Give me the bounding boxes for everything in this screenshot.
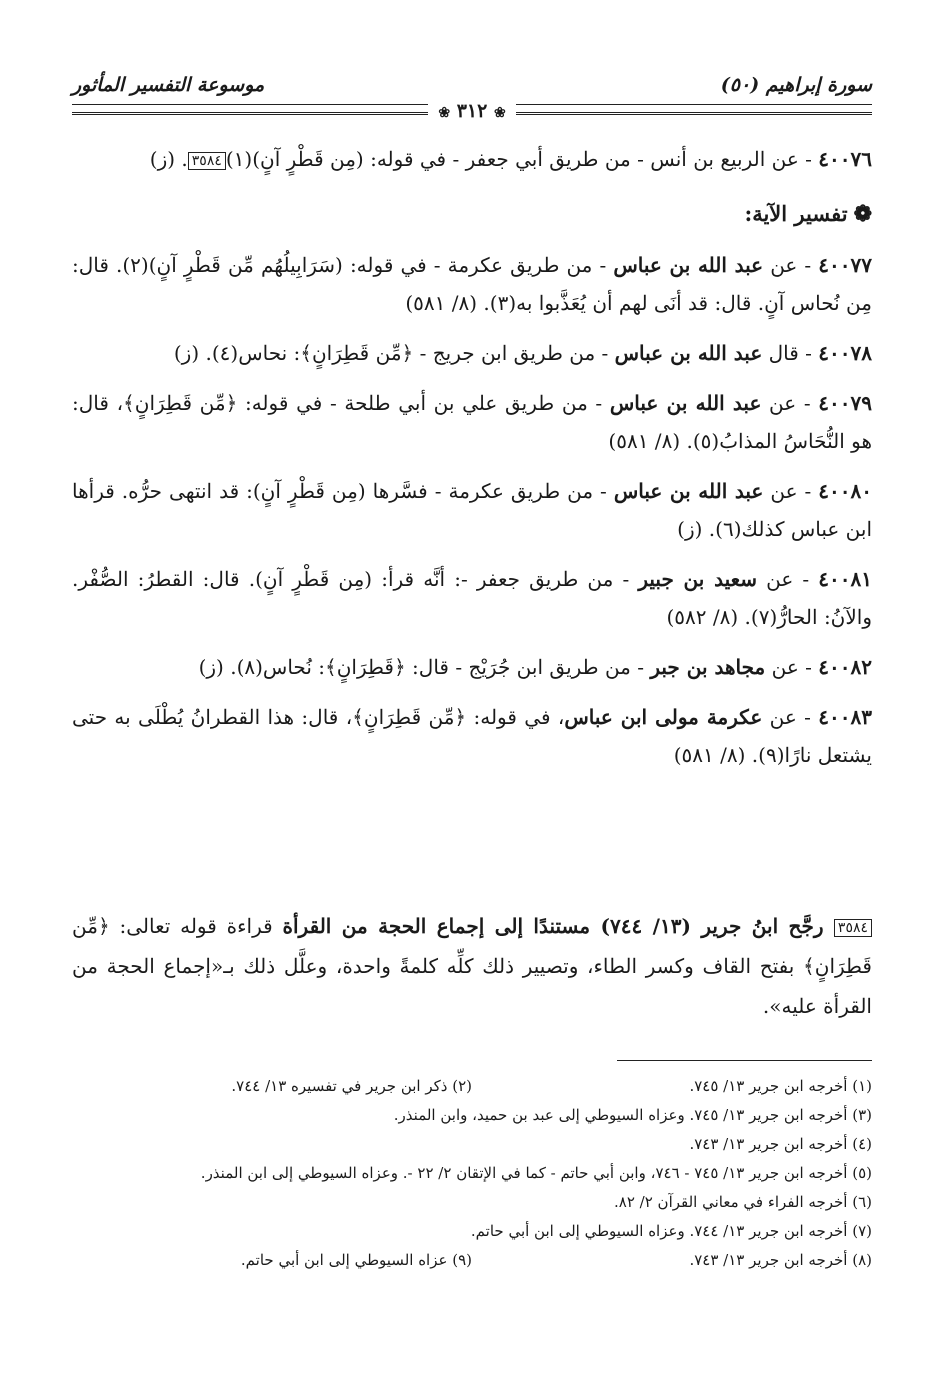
header-double-rule-left xyxy=(72,112,428,115)
narration-entry xyxy=(72,560,872,636)
footnote: (٥) أخرجه ابن جرير ١٣/ ٧٤٥ - ٧٤٦، وابن أبي حاتم - كما في الإتقان ٢/ ٢٢ -. وعزاه السيوطي إلى ابن المنذر. xyxy=(200,1164,872,1182)
entry-number: ٤٠٠٧٧ xyxy=(818,253,872,277)
entry-number: ٤٠٠٧٩ xyxy=(818,391,872,415)
footnote-row xyxy=(72,1159,872,1188)
entry-prefix: - عن xyxy=(765,655,819,679)
section-heading-text: تفسير الآية: xyxy=(744,201,848,226)
entry-number: ٤٠٠٨٠ xyxy=(818,479,872,503)
ornament-icon: ❀ xyxy=(493,105,506,121)
footnote-separator xyxy=(617,1060,872,1061)
scholar-note-number: ٣٥٨٤ xyxy=(834,919,872,937)
narration-entry xyxy=(72,334,872,372)
narrator-name: سعيد بن جبير xyxy=(638,567,758,591)
footnote: (٤) أخرجه ابن جرير ١٣/ ٧٤٣. xyxy=(689,1135,872,1153)
entry-number: ٤٠٠٧٦ xyxy=(818,147,872,171)
narration-entry xyxy=(72,648,872,686)
header-book-title: موسوعة التفسير المأثور xyxy=(72,74,265,96)
ornament-icon: ❀ xyxy=(438,105,451,121)
header-page-number-band xyxy=(72,100,872,122)
narration-entry xyxy=(72,140,872,178)
entry-prefix: - عن xyxy=(763,479,819,503)
entry-prefix: - عن xyxy=(761,391,819,415)
entry-number: ٤٠٠٨٢ xyxy=(818,655,872,679)
narration-entry xyxy=(72,384,872,460)
flower-ornament-icon: ❁ xyxy=(853,201,872,227)
footnote: (٢) ذكر ابن جرير في تفسيره ١٣/ ٧٤٤. xyxy=(231,1077,472,1095)
footnote-row xyxy=(72,1217,872,1246)
entry-text: - من طريق عكرمة - فسَّرها (مِن قَطْرٍ آنٍ): قد انتهى حرُّه. قرأها ابن عباس كذلك(٦). (ز) xyxy=(72,479,872,541)
scholar-note-reference: ٣٥٨٤ xyxy=(188,152,226,170)
footnote: (٦) أخرجه الفراء في معاني القرآن ٢/ ٨٢. xyxy=(613,1193,872,1211)
scholar-commentary xyxy=(72,906,872,1026)
footnote-row xyxy=(72,1072,872,1101)
narrator-name: عبد الله بن عباس xyxy=(614,341,763,365)
entry-tail: . (ز) xyxy=(149,147,188,171)
footnote-row xyxy=(72,1130,872,1159)
entry-text: - من طريق عكرمة - في قوله: (سَرَابِيلُهُم مِّن قَطْرٍ آنٍ)(٢). قال: مِن نُحاس آنٍ. قال: قد أنَى لهم أن يُعَذَّبوا به(٣). (٨/ ٥٨١) xyxy=(72,253,872,315)
entry-prefix: - عن xyxy=(763,253,819,277)
footnote-row xyxy=(72,1101,872,1130)
page-number-value: ٣١٢ xyxy=(456,100,488,122)
narrator-name: مجاهد بن جبر xyxy=(650,655,766,679)
scholar-note-bold: رجَّح ابنُ جرير (١٣/ ٧٤٤) مستندًا إلى إجماع الحجة من القرأة xyxy=(282,914,834,938)
footnote: (٣) أخرجه ابن جرير ١٣/ ٧٤٥. وعزاه السيوطي إلى عبد بن حميد، وابن المنذر. xyxy=(393,1106,872,1124)
section-heading xyxy=(72,196,872,232)
page-number xyxy=(428,100,515,122)
book-page xyxy=(72,60,873,1269)
footnote: (٨) أخرجه ابن جرير ١٣/ ٧٤٣. xyxy=(689,1251,872,1269)
entry-number: ٤٠٠٨٣ xyxy=(818,705,872,729)
page-header xyxy=(72,60,872,122)
entry-number: ٤٠٠٨١ xyxy=(818,567,873,591)
entry-text: - من طريق جعفر -: أنَّه قرأ: (مِن قَطْرٍ آنٍ). قال: القطرُ: الصُّفْر. والآنُ: الحارُّ(٧). (٨/ ٥٨٢) xyxy=(72,567,872,629)
entry-text: - من طريق ابن جريج - ﴿مِّن قَطِرَانٍ﴾: نحاس(٤). (ز) xyxy=(173,341,615,365)
narrator-name: عبد الله بن عباس xyxy=(613,479,764,503)
entry-text: - من طريق ابن جُرَيْج - قال: ﴿قَطِرَانٍ﴾: نُحاس(٨). (ز) xyxy=(198,655,651,679)
footnote: (١) أخرجه ابن جرير ١٣/ ٧٤٥. xyxy=(689,1077,872,1095)
narrator-name: عكرمة مولى ابن عباس xyxy=(564,705,763,729)
entry-number: ٤٠٠٧٨ xyxy=(818,341,872,365)
entry-prefix: - قال xyxy=(762,341,819,365)
narrator-name: عبد الله بن عباس xyxy=(613,253,764,277)
entry-prefix: - عن xyxy=(757,567,819,591)
entry-text: - عن الربيع بن أنس - من طريق أبي جعفر - في قوله: (مِن قَطْرٍ آنٍ)(١) xyxy=(225,147,819,171)
header-surah-title: سورة إبراهيم (٥٠) xyxy=(720,74,872,96)
narration-entry xyxy=(72,698,872,774)
entry-text: ، في قوله: ﴿مِّن قَطِرَانٍ﴾، قال: هذا القطرانُ يُطْلَى به حتى يشتعل نارًا(٩). (٨/ ٥٨١) xyxy=(72,705,872,767)
footnote-row xyxy=(72,1188,872,1217)
footnote: (٩) عزاه السيوطي إلى ابن أبي حاتم. xyxy=(240,1251,472,1269)
entry-text: - من طريق علي بن أبي طلحة - في قوله: ﴿مِّن قَطِرَانٍ﴾، قال: هو النُّحَاسُ المذابُ(٥). (٨/ ٥٨١) xyxy=(72,391,872,453)
narration-entry xyxy=(72,472,872,548)
narration-entry xyxy=(72,246,872,322)
footnote-row xyxy=(72,1246,872,1275)
scholar-note-text: قراءة قوله تعالى: ﴿مِّن قَطِرَانٍ﴾ بفتح القاف وكسر الطاء، وتصيير ذلك كلِّه كلمةً واحدة، وعلَّل ذلك بـ«إجماع الحجة من القرأة عليه». xyxy=(72,914,872,1018)
entry-prefix: - عن xyxy=(762,705,819,729)
page-content xyxy=(72,140,872,786)
footnote: (٧) أخرجه ابن جرير ١٣/ ٧٤٤. وعزاه السيوطي إلى ابن أبي حاتم. xyxy=(470,1222,872,1240)
footnotes xyxy=(72,1072,872,1275)
narrator-name: عبد الله بن عباس xyxy=(609,391,762,415)
header-double-rule-right xyxy=(516,112,872,115)
